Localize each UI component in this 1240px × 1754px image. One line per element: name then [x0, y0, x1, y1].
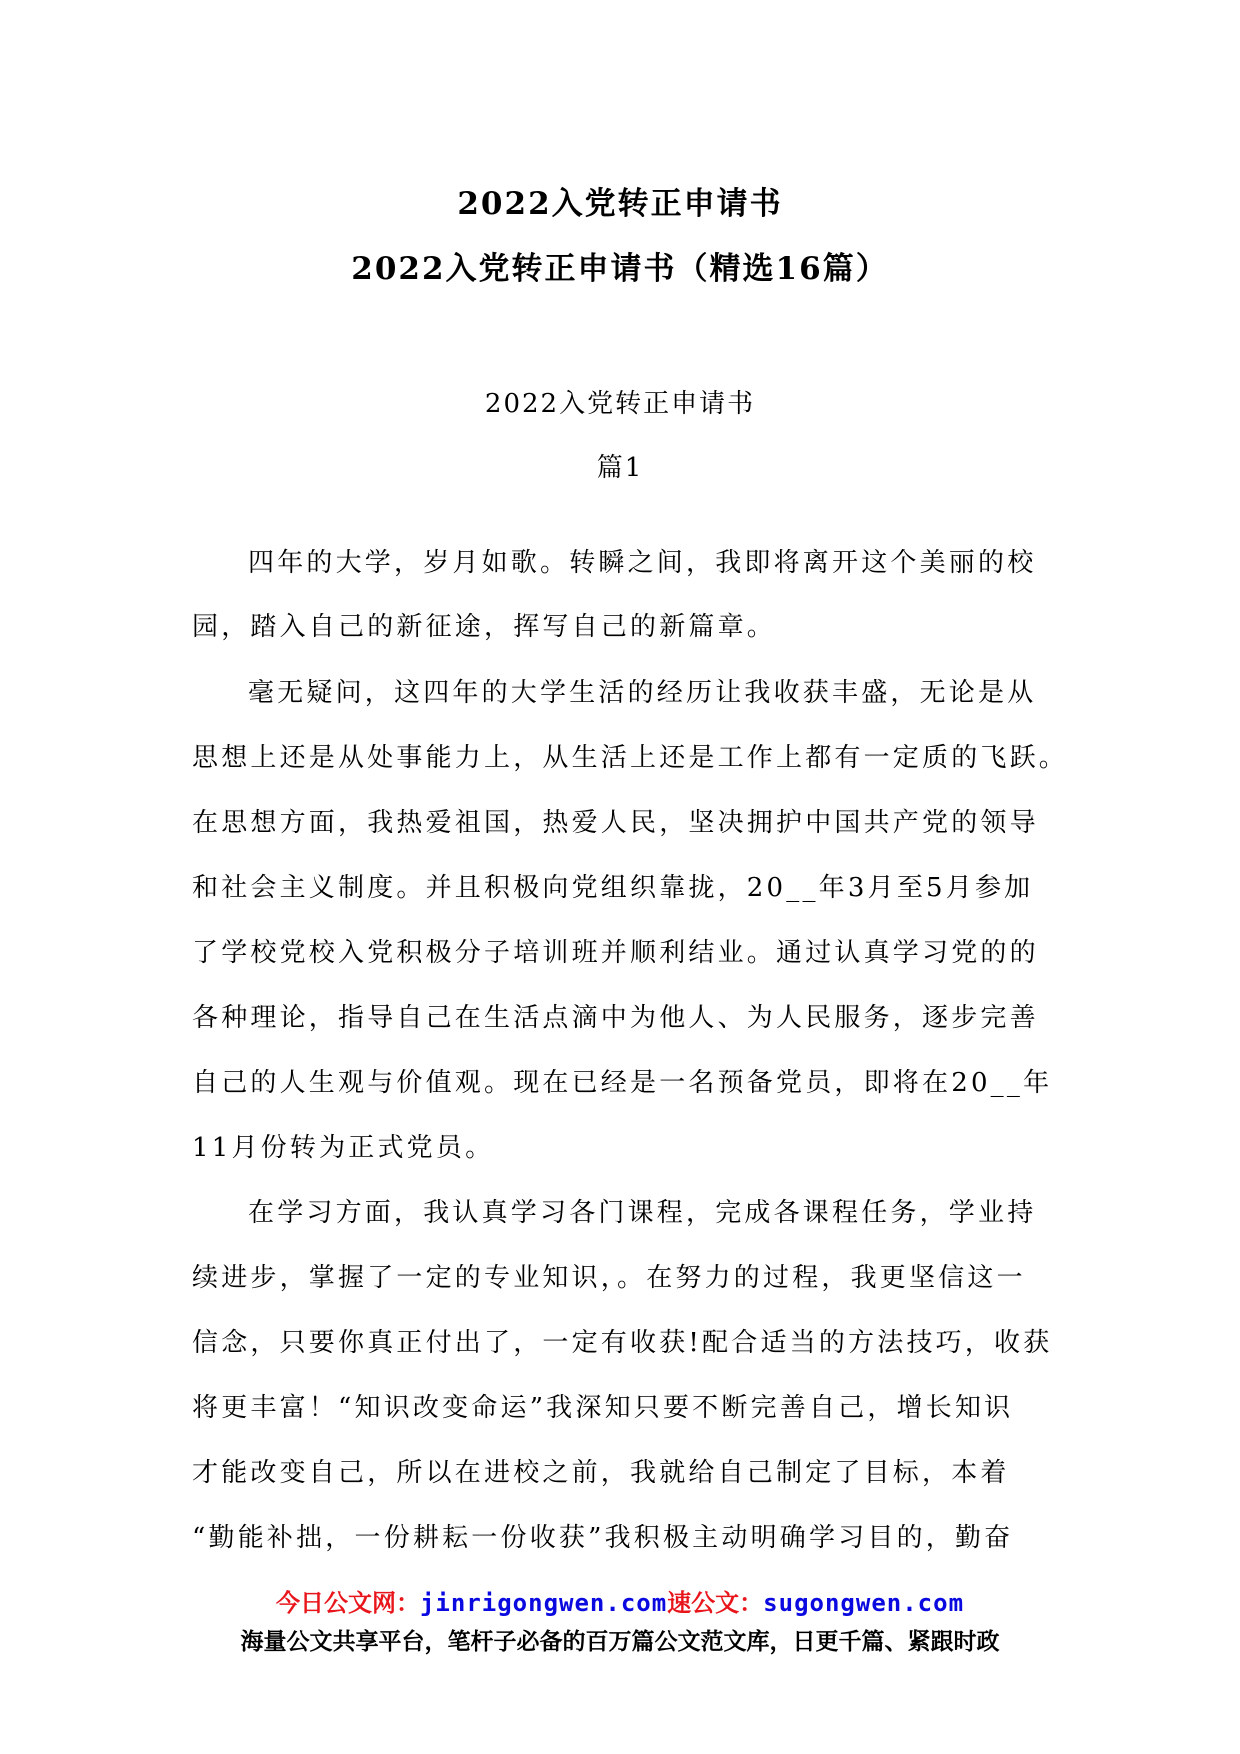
footer-sites — [0, 1583, 1240, 1618]
body-line: 思想上还是从处事能力上，从生活上还是工作上都有一定质的飞跃。 — [192, 743, 1069, 773]
footer-site1-name: 今日公文网： — [275, 1589, 420, 1617]
footer-site2-link[interactable]: sugongwen.com — [763, 1589, 965, 1617]
body-line: 将更丰富！“知识改变命运”我深知只要不断完善自己，增长知识 — [192, 1393, 1014, 1423]
footer-site2-name: 速公文： — [667, 1589, 764, 1617]
section-heading: 2022入党转正申请书 — [484, 389, 756, 419]
body-line: 在学习方面，我认真学习各门课程，完成各课程任务，学业持 — [248, 1198, 1037, 1228]
body-line: 自己的人生观与价值观。现在已经是一名预备党员，即将在20__年 — [192, 1068, 1053, 1098]
body-line: 各种理论，指导自己在生活点滴中为他人、为人民服务，逐步完善 — [192, 1003, 1039, 1033]
body-line: 11月份转为正式党员。 — [192, 1133, 495, 1163]
body-line: 续进步，掌握了一定的专业知识，。在努力的过程，我更坚信这一 — [192, 1263, 1026, 1293]
body-line: 毫无疑问，这四年的大学生活的经历让我收获丰盛，无论是从 — [248, 678, 1037, 708]
body-line: “勤能补拙，一份耕耘一份收获”我积极主动明确学习目的，勤奋 — [192, 1523, 1014, 1553]
document-subtitle: 2022入党转正申请书（精选16篇） — [351, 251, 889, 287]
body-line: 才能改变自己，所以在进校之前，我就给自己制定了目标，本着 — [192, 1458, 1010, 1488]
footer-site1-link[interactable]: jinrigongwen.com — [419, 1589, 668, 1617]
document-title: 2022入党转正申请书 — [457, 186, 783, 222]
body-line: 了学校党校入党积极分子培训班并顺利结业。通过认真学习党的的 — [192, 938, 1039, 968]
body-line: 四年的大学，岁月如歌。转瞬之间，我即将离开这个美丽的校 — [248, 548, 1037, 578]
body-line: 和社会主义制度。并且积极向党组织靠拢，20__年3月至5月参加 — [192, 873, 1034, 903]
body-line: 园，踏入自己的新征途，挥写自己的新篇章。 — [192, 612, 777, 642]
body-line: 在思想方面，我热爱祖国，热爱人民，坚决拥护中国共产党的领导 — [192, 808, 1039, 838]
footer-slogan: 海量公文共享平台，笔杆子必备的百万篇公文范文库，日更千篇、紧跟时政 — [240, 1629, 1000, 1655]
section-number: 篇1 — [596, 453, 644, 483]
body-line: 信念，只要你真正付出了，一定有收获!配合适当的方法技巧，收获 — [192, 1328, 1053, 1358]
